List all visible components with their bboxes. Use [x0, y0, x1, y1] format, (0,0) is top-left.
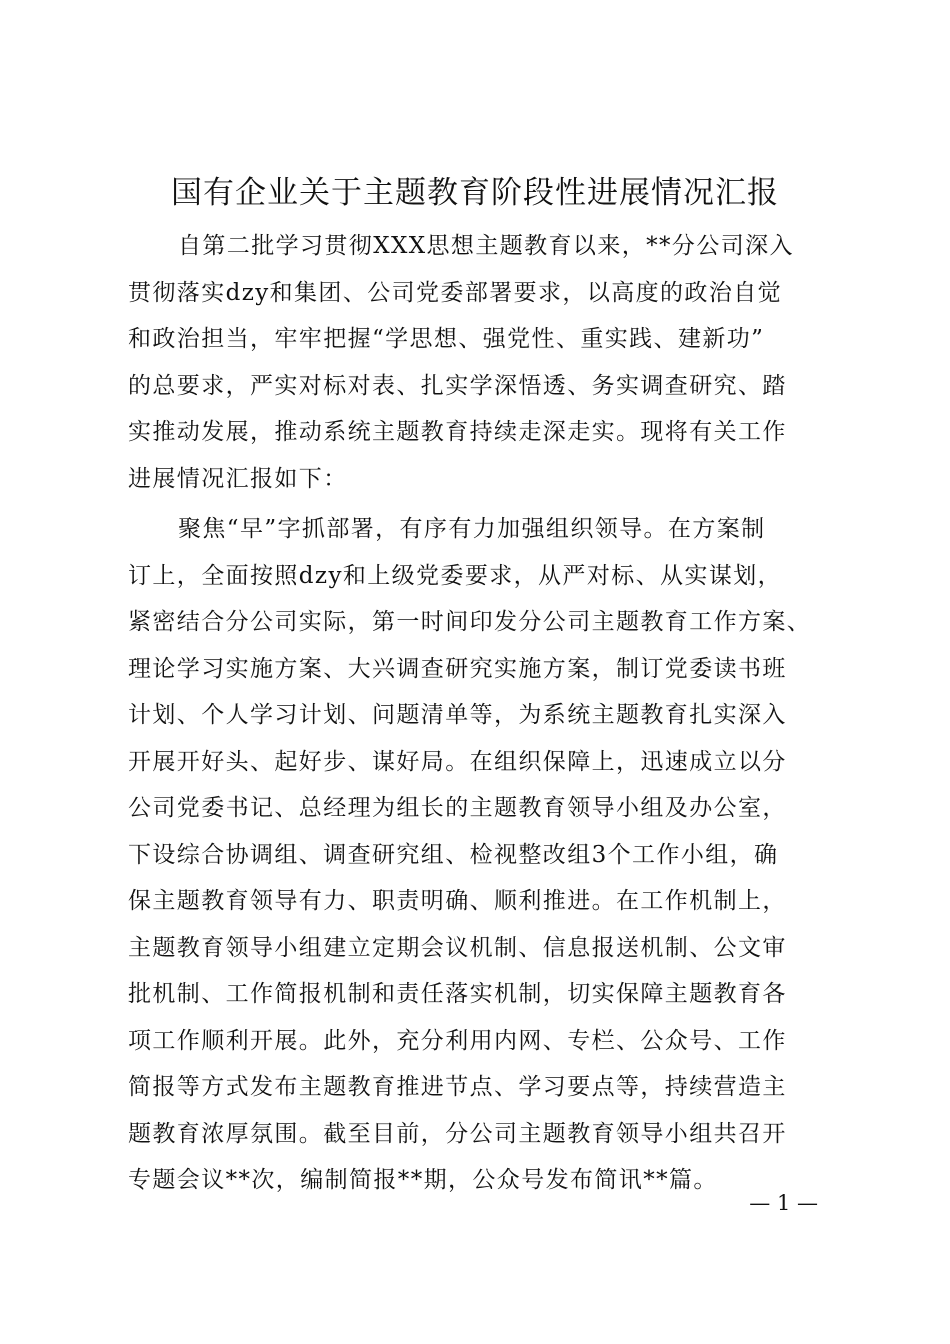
page-number: — 1 — — [749, 1191, 818, 1215]
text-line: 紧密结合分公司实际，第一时间印发分公司主题教育工作方案、 — [128, 609, 812, 635]
text-line: 聚焦“早”字抓部署，有序有力加强组织领导。在方案制 — [178, 516, 766, 542]
text-line: 批机制、工作简报机制和责任落实机制，切实保障主题教育各 — [128, 981, 787, 1007]
text-line: 开展开好头、起好步、谋好局。在组织保障上，迅速成立以分 — [128, 748, 787, 775]
text-line: 计划、个人学习计划、问题清单等，为系统主题教育扎实深入 — [128, 702, 787, 728]
document-body — [128, 223, 848, 1204]
paragraph-organization — [128, 506, 848, 1204]
text-line: 实推动发展，推动系统主题教育持续走深走实。现将有关工作 — [128, 419, 787, 445]
paragraph-intro — [128, 223, 848, 502]
text-line: 下设综合协调组、调查研究组、检视整改组3个工作小组，确 — [128, 841, 779, 868]
text-line: 理论学习实施方案、大兴调查研究实施方案，制订党委读书班 — [128, 655, 787, 682]
text-line: 公司党委书记、总经理为组长的主题教育领导小组及办公室， — [128, 795, 787, 821]
text-line: 项工作顺利开展。此外，充分利用内网、专栏、公众号、工作 — [128, 1027, 787, 1054]
text-line: 专题会议**次，编制简报**期，公众号发布简讯**篇。 — [128, 1167, 718, 1193]
text-line: 保主题教育领导有力、职责明确、顺利推进。在工作机制上， — [128, 888, 787, 914]
text-line: 简报等方式发布主题教育推进节点、学习要点等，持续营造主 — [128, 1074, 787, 1100]
text-line: 订上，全面按照dzy和上级党委要求，从严对标、从实谋划， — [128, 562, 783, 589]
text-line: 自第二批学习贯彻XXX思想主题教育以来，**分公司深入 — [178, 233, 794, 259]
text-line: 和政治担当，牢牢把握“学思想、强党性、重实践、建新功” — [128, 326, 765, 352]
text-line: 贯彻落实dzy和集团、公司党委部署要求，以高度的政治自觉 — [128, 279, 783, 306]
text-line: 进展情况汇报如下： — [128, 465, 348, 492]
document-title: 国有企业关于主题教育阶段性进展情况汇报 — [171, 175, 779, 211]
text-line: 主题教育领导小组建立定期会议机制、信息报送机制、公文审 — [128, 934, 787, 961]
text-line: 的总要求，严实对标对表、扎实学深悟透、务实调查研究、踏 — [128, 372, 787, 399]
text-line: 题教育浓厚氛围。截至目前，分公司主题教育领导小组共召开 — [128, 1120, 787, 1147]
